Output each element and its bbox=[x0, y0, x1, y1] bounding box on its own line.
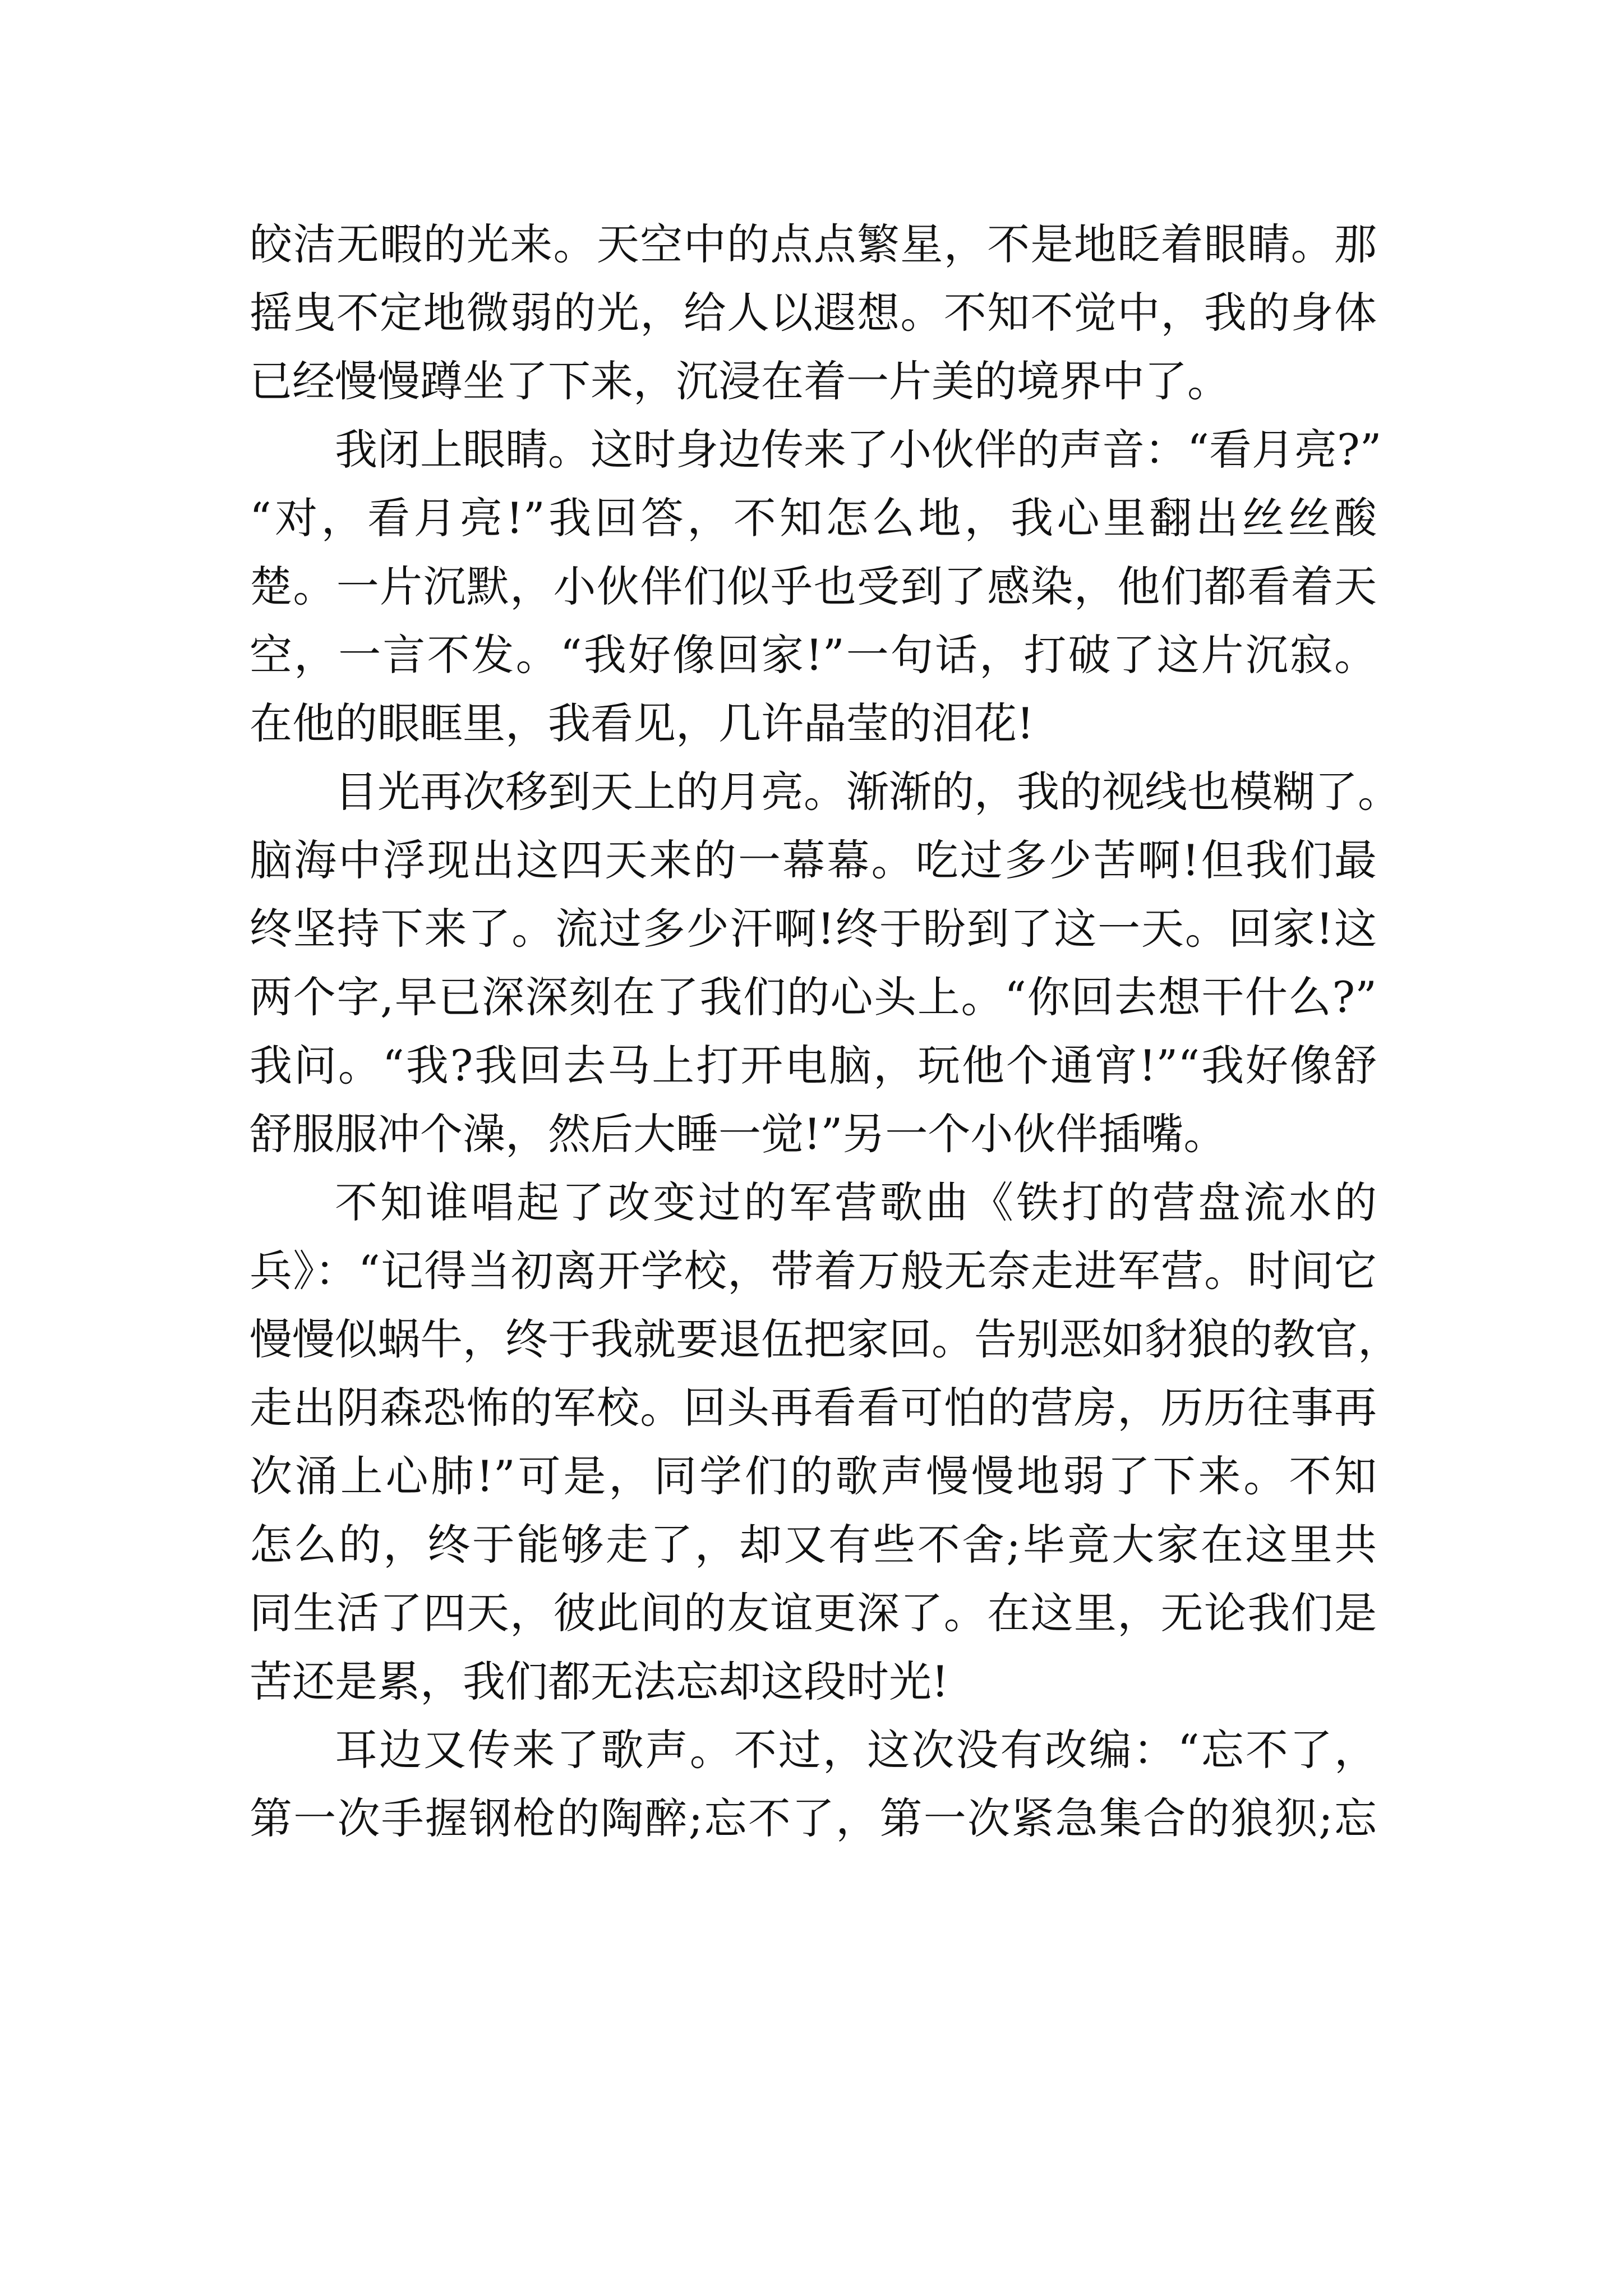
text-line: 皎洁无暇的光来。天空中的点点繁星，不是地眨着眼睛。那 bbox=[250, 219, 1377, 269]
text-line: 空，一言不发。“我好像回家!”一句话，打破了这片沉寂。 bbox=[250, 630, 1377, 680]
text-line: 我问。“我?我回去马上打开电脑，玩他个通宵!”“我好像舒 bbox=[250, 1041, 1377, 1091]
paragraph-first-line: 不知谁唱起了改变过的军营歌曲《铁打的营盘流水的 bbox=[335, 1177, 1377, 1227]
text-line: 次涌上心肺!”可是，同学们的歌声慢慢地弱了下来。不知 bbox=[250, 1451, 1377, 1501]
text-line: 慢慢似蜗牛，终于我就要退伍把家回。告别恶如豺狼的教官， bbox=[250, 1314, 1400, 1364]
text-line: 同生活了四天，彼此间的友谊更深了。在这里，无论我们是 bbox=[250, 1588, 1377, 1638]
text-line: 两个字,早已深深刻在了我们的心头上。“你回去想干什么?” bbox=[250, 972, 1377, 1022]
body-text bbox=[250, 210, 1400, 1853]
paragraph-first-line: 我闭上眼睛。这时身边传来了小伙伴的声音：“看月亮?” bbox=[335, 425, 1382, 475]
text-line: 终坚持下来了。流过多少汗啊!终于盼到了这一天。回家!这 bbox=[250, 904, 1377, 954]
text-line: 苦还是累，我们都无法忘却这段时光! bbox=[250, 1657, 949, 1706]
text-line: 在他的眼眶里，我看见，几许晶莹的泪花! bbox=[250, 698, 1034, 748]
text-line: 已经慢慢蹲坐了下来，沉浸在着一片美的境界中了。 bbox=[250, 356, 1230, 406]
text-line: 脑海中浮现出这四天来的一幕幕。吃过多少苦啊!但我们最 bbox=[250, 835, 1377, 885]
text-line: 第一次手握钢枪的陶醉;忘不了，第一次紧急集合的狼狈;忘 bbox=[250, 1793, 1377, 1843]
text-line: 走出阴森恐怖的军校。回头再看看可怕的营房，历历往事再 bbox=[250, 1383, 1377, 1433]
text-line: 摇曳不定地微弱的光，给人以遐想。不知不觉中，我的身体 bbox=[250, 288, 1377, 338]
paragraph-first-line: 耳边又传来了歌声。不过，这次没有改编：“忘不了， bbox=[335, 1725, 1377, 1775]
text-line: 怎么的，终于能够走了，却又有些不舍;毕竟大家在这里共 bbox=[250, 1520, 1377, 1570]
text-line: 楚。一片沉默，小伙伴们似乎也受到了感染，他们都看着天 bbox=[250, 562, 1377, 611]
text-line: 舒服服冲个澡，然后大睡一觉!”另一个小伙伴插嘴。 bbox=[250, 1109, 1227, 1159]
text-line: “对，看月亮!”我回答，不知怎么地，我心里翻出丝丝酸 bbox=[250, 493, 1377, 543]
paragraph-first-line: 目光再次移到天上的月亮。渐渐的，我的视线也模糊了。 bbox=[335, 767, 1400, 817]
text-line: 兵》：“记得当初离开学校，带着万般无奈走进军营。时间它 bbox=[250, 1246, 1377, 1296]
